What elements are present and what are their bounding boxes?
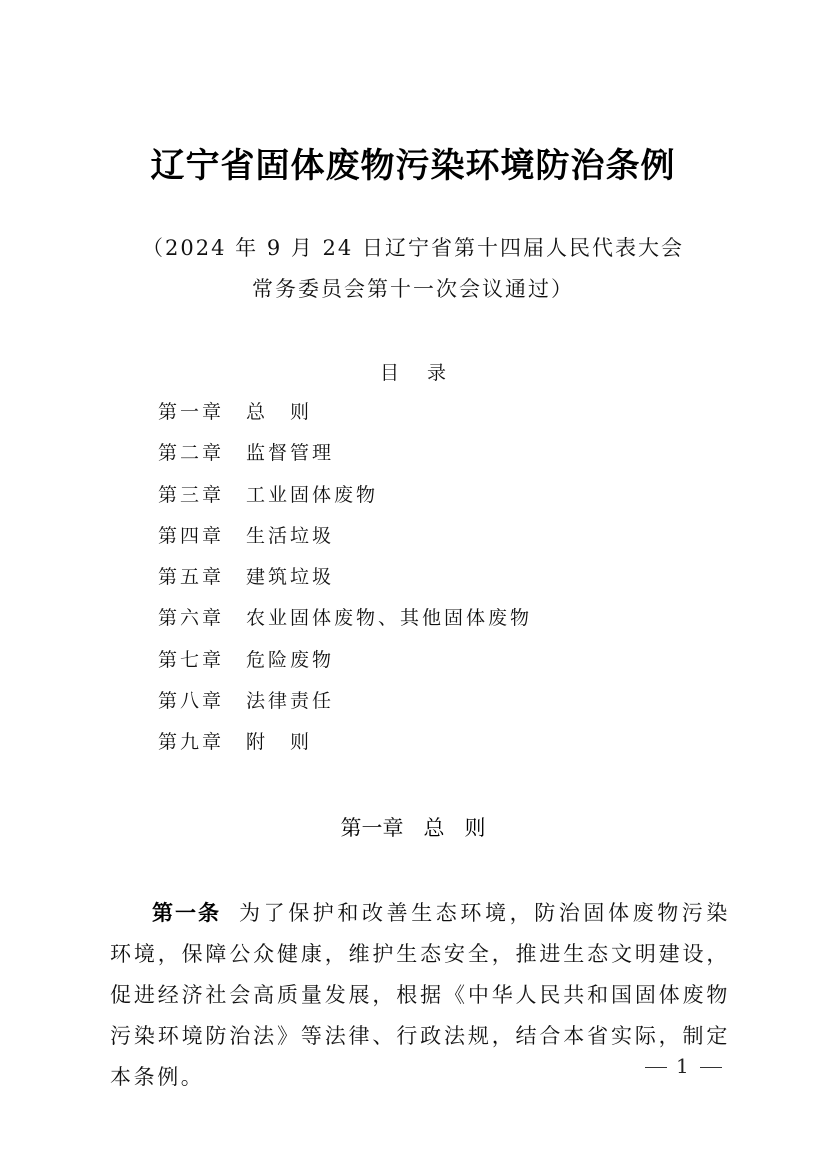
page-number (645, 1054, 722, 1078)
toc-chapter-number: 第八章 (158, 690, 225, 713)
toc-item (158, 687, 532, 728)
article-body (110, 893, 730, 1098)
toc-chapter-name: 附 则 (246, 731, 313, 754)
toc-item (158, 481, 532, 522)
document-title: 辽宁省固体废物污染环境防治条例 (150, 146, 676, 186)
toc-item (158, 439, 532, 480)
toc-chapter-number: 第四章 (158, 524, 225, 547)
chapter-heading (0, 812, 826, 842)
toc-chapter-name: 农业固体废物、其他固体废物 (246, 607, 533, 630)
page-number-value: 1 (676, 1054, 691, 1078)
chapter-name-left: 总 (423, 816, 445, 840)
toc-item (158, 646, 532, 687)
adoption-note-line-1: （2024 年 9 月 24 日辽宁省第十四届人民代表大会 (142, 236, 684, 260)
toc-chapter-name: 监督管理 (246, 442, 335, 465)
toc-chapter-name: 总 则 (246, 401, 313, 423)
toc-item (158, 604, 532, 645)
toc-chapter-name: 法律责任 (246, 690, 335, 713)
toc-item (158, 563, 532, 604)
chapter-number: 第一章 (340, 816, 404, 840)
toc-chapter-number: 第五章 (158, 566, 225, 589)
page-number-left-dash (645, 1067, 667, 1068)
toc-chapter-name: 工业固体废物 (246, 483, 379, 506)
toc-heading (0, 358, 826, 385)
toc-item (158, 522, 532, 563)
toc-chapter-name: 建筑垃圾 (246, 566, 335, 589)
toc-chapter-name: 生活垃圾 (246, 524, 335, 547)
article-paragraph (110, 893, 730, 1098)
toc-chapter-number: 第二章 (158, 442, 225, 465)
toc-chapter-number: 第七章 (158, 648, 225, 671)
toc-item (158, 398, 532, 439)
table-of-contents (158, 398, 532, 770)
toc-chapter-number: 第六章 (158, 607, 225, 630)
chapter-name-right: 则 (464, 816, 486, 840)
toc-chapter-number: 第九章 (158, 731, 225, 754)
article-text: 为了保护和改善生态环境，防治固体废物污染环境，保障公众健康，维护生态安全，推进生态文明建设，促进经济社会高质量发展，根据《中华人民共和国固体废物污染环境防治法》等法律、行政法规，结合本省实际，制定本条例。 (110, 901, 730, 1089)
toc-item (158, 728, 532, 769)
toc-chapter-number: 第三章 (158, 483, 225, 506)
toc-heading-left: 目 (379, 362, 399, 384)
adoption-note-line-2: 常务委员会第十一次会议通过） (252, 277, 574, 301)
toc-chapter-name: 危险废物 (246, 648, 335, 671)
toc-heading-right: 录 (427, 362, 447, 384)
toc-chapter-number: 第一章 (158, 401, 225, 423)
article-number: 第一条 (152, 901, 221, 925)
page-number-right-dash (700, 1067, 722, 1068)
